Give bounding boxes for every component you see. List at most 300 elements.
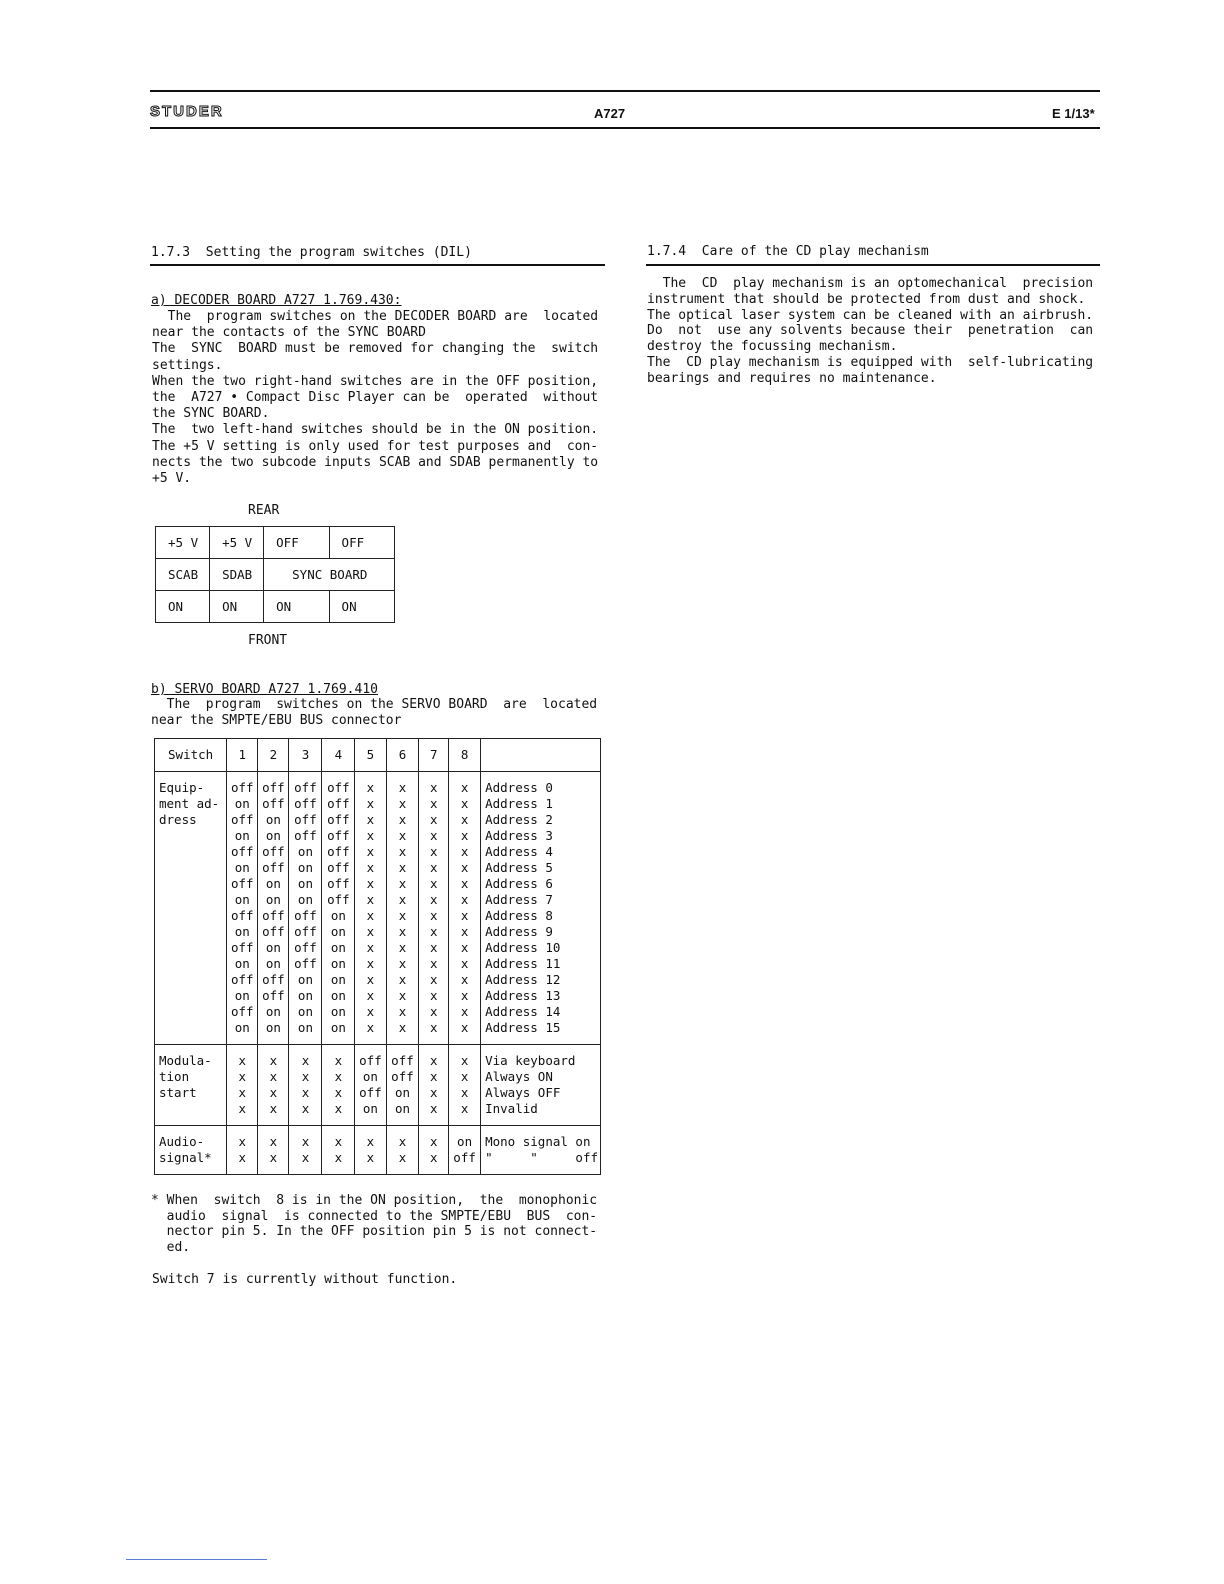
- switch-setting: off: [294, 956, 317, 971]
- switch-setting: x: [460, 940, 469, 955]
- switch-setting: on: [234, 860, 250, 875]
- switch-setting: on: [362, 1069, 378, 1084]
- switch-setting: on: [265, 940, 281, 955]
- switch-setting: x: [398, 956, 407, 971]
- switch-setting: x: [366, 780, 375, 795]
- switch-setting-cell: [355, 772, 386, 1045]
- switch-setting: on: [330, 908, 346, 923]
- switch-setting-cell: [258, 1045, 289, 1126]
- dec-cell: +5 V: [156, 527, 210, 559]
- text-line: near the contacts of the SYNC BOARD: [152, 325, 426, 341]
- switch-setting: x: [460, 876, 469, 891]
- section-rule-right: [646, 264, 1100, 266]
- text-line: the SYNC BOARD.: [152, 406, 270, 422]
- footnote: [151, 1193, 597, 1256]
- switch-setting: x: [238, 1069, 247, 1084]
- group-label-line: dress: [159, 812, 197, 827]
- switch-setting: x: [398, 988, 407, 1003]
- switch-setting: x: [460, 844, 469, 859]
- switch-setting: x: [429, 972, 438, 987]
- switch-setting-cell: [322, 1045, 355, 1126]
- result-header: [481, 739, 601, 772]
- switch-setting: off: [230, 940, 254, 955]
- dec-cell: ON: [264, 591, 329, 623]
- result-line: Invalid: [485, 1101, 538, 1116]
- switch-setting: x: [460, 908, 469, 923]
- result-line: Address 10: [485, 940, 561, 955]
- result-line: Always ON: [485, 1069, 553, 1084]
- switch-setting: x: [460, 988, 469, 1003]
- switch-setting: on: [265, 828, 281, 843]
- switch-setting: x: [429, 780, 438, 795]
- decoder-paragraph: [152, 309, 598, 487]
- switch-setting: x: [429, 796, 438, 811]
- switch-setting: x: [366, 796, 375, 811]
- switch-col-header: 7: [419, 739, 449, 772]
- switch-setting: x: [269, 1134, 278, 1149]
- switch-setting: x: [398, 860, 407, 875]
- front-label: FRONT: [248, 633, 288, 648]
- switch-setting: x: [398, 1150, 407, 1165]
- result-line: Address 13: [485, 988, 561, 1003]
- group-label-line: start: [159, 1085, 197, 1100]
- switch-setting: x: [334, 1085, 343, 1100]
- switch-setting-cell: [386, 1126, 419, 1175]
- switch-setting: off: [327, 860, 350, 875]
- switch-setting: x: [460, 780, 469, 795]
- text-line: The CD play mechanism is equipped with self-lubricating: [647, 354, 1094, 370]
- switch-setting: off: [262, 860, 285, 875]
- switch-setting: x: [460, 1069, 469, 1084]
- switch-col-header: 8: [449, 739, 481, 772]
- text-line: destroy the focussing mechanism.: [647, 339, 898, 355]
- switch-setting: x: [398, 940, 407, 955]
- result-line: Address 14: [485, 1004, 561, 1019]
- result-cell: [481, 1126, 601, 1175]
- switch-setting: x: [366, 1004, 375, 1019]
- switch-setting: off: [230, 972, 254, 987]
- switch-setting: x: [366, 940, 375, 955]
- result-line: Address 6: [485, 876, 553, 891]
- switch-setting: x: [238, 1150, 247, 1165]
- switch-setting: off: [327, 892, 350, 907]
- switch-setting: off: [327, 828, 350, 843]
- result-line: Address 5: [485, 860, 553, 875]
- text-line: audio signal is connected to the SMPTE/EBU BUS con-: [151, 1208, 598, 1224]
- switch-setting: x: [301, 1101, 310, 1116]
- section-title-1-7-3: 1.7.3 Setting the program switches (DIL): [151, 245, 472, 260]
- text-line: the A727 • Compact Disc Player can be operated without: [152, 389, 599, 405]
- switch-setting: x: [398, 924, 407, 939]
- switch-setting: x: [429, 1020, 438, 1035]
- switch-setting: x: [366, 924, 375, 939]
- switch-setting: x: [429, 956, 438, 971]
- switch-setting: off: [230, 844, 254, 859]
- rear-label: REAR: [248, 503, 280, 518]
- switch-setting-cell: [386, 1045, 419, 1126]
- switch-setting: x: [429, 1053, 438, 1068]
- switch-setting: x: [301, 1053, 310, 1068]
- switch-setting: x: [301, 1085, 310, 1100]
- switch-setting: off: [230, 908, 254, 923]
- switch-setting: on: [265, 1020, 281, 1035]
- switch-setting: x: [334, 1150, 343, 1165]
- result-cell: [481, 1045, 601, 1126]
- result-line: Always OFF: [485, 1085, 561, 1100]
- switch-setting: x: [269, 1069, 278, 1084]
- switch-setting: on: [297, 972, 313, 987]
- switch-setting: off: [262, 924, 285, 939]
- dec-cell: ON: [210, 591, 264, 623]
- switch-setting: off: [391, 1069, 414, 1084]
- switch-setting: x: [238, 1053, 247, 1068]
- switch-setting: off: [294, 796, 317, 811]
- switch-setting: x: [460, 828, 469, 843]
- group-label-line: tion: [159, 1069, 190, 1084]
- switch-col-header: 1: [227, 739, 258, 772]
- page-number: E 1/13*: [1052, 106, 1095, 121]
- switch-setting: x: [366, 1020, 375, 1035]
- switch-setting: x: [398, 1020, 407, 1035]
- switch-setting: off: [262, 908, 285, 923]
- switch-setting: x: [429, 988, 438, 1003]
- text-line: The SYNC BOARD must be removed for changing the switch: [152, 341, 599, 357]
- text-line: The optical laser system can be cleaned with an airbrush.: [647, 307, 1094, 323]
- switch-setting: x: [366, 844, 375, 859]
- switch-setting: off: [294, 812, 317, 827]
- switch-setting: x: [398, 892, 407, 907]
- dec-cell: +5 V: [210, 527, 264, 559]
- switch-setting: x: [460, 956, 469, 971]
- switch-setting: off: [262, 988, 285, 1003]
- switch-setting: on: [330, 940, 346, 955]
- text-line: The program switches on the DECODER BOARD are located: [152, 309, 599, 324]
- switch-setting: x: [460, 924, 469, 939]
- switch-setting-cell: [227, 772, 258, 1045]
- switch-setting: on: [234, 988, 250, 1003]
- switch-setting: x: [301, 1150, 310, 1165]
- servo-board-title: b) SERVO BOARD A727 1.769.410: [151, 682, 378, 697]
- group-label-line: Audio-: [159, 1134, 205, 1149]
- text-line: The +5 V setting is only used for test purposes and con-: [152, 438, 599, 454]
- group-label-line: ment ad-: [159, 796, 220, 811]
- switch-col-header: 2: [258, 739, 289, 772]
- switch-setting: off: [359, 1085, 382, 1100]
- result-line: Address 15: [485, 1020, 561, 1035]
- switch-setting: on: [394, 1085, 410, 1100]
- switch-setting: x: [398, 972, 407, 987]
- switch-setting: off: [262, 844, 285, 859]
- switch-setting: x: [398, 796, 407, 811]
- switch-setting-cell: [289, 1126, 322, 1175]
- switch-setting: off: [327, 844, 350, 859]
- switch-setting: off: [294, 908, 317, 923]
- result-line: Address 12: [485, 972, 561, 987]
- text-line: When the two right-hand switches are in the OFF position,: [152, 373, 599, 389]
- switch-setting: x: [334, 1134, 343, 1149]
- switch7-note: Switch 7 is currently without function.: [152, 1272, 458, 1287]
- switch-setting-cell: [258, 1126, 289, 1175]
- switch-setting: on: [297, 860, 313, 875]
- text-line: The program switches on the SERVO BOARD are located: [151, 697, 598, 712]
- switch-setting: x: [301, 1134, 310, 1149]
- section-title-1-7-4: 1.7.4 Care of the CD play mechanism: [647, 244, 929, 259]
- switch-setting: on: [394, 1101, 410, 1116]
- footer-link-rule: [126, 1559, 267, 1560]
- dec-cell: SDAB: [210, 559, 264, 591]
- switch-setting: off: [230, 780, 254, 795]
- dec-cell-sync-board: SYNC BOARD: [264, 559, 395, 591]
- switch-setting: off: [327, 796, 350, 811]
- switch-setting: x: [460, 1085, 469, 1100]
- decoder-board-title: a) DECODER BOARD A727 1.769.430:: [151, 293, 402, 308]
- switch-setting: x: [398, 908, 407, 923]
- result-line: Address 2: [485, 812, 553, 827]
- switch-setting: x: [398, 844, 407, 859]
- switch-setting-cell: [322, 1126, 355, 1175]
- switch-setting: x: [334, 1069, 343, 1084]
- switch-setting: x: [334, 1053, 343, 1068]
- switch-setting: off: [327, 780, 350, 795]
- result-line: " " off: [485, 1150, 598, 1165]
- switch-setting: x: [429, 844, 438, 859]
- switch-setting: on: [234, 828, 250, 843]
- switch-setting: x: [429, 1134, 438, 1149]
- switch-setting: on: [362, 1101, 378, 1116]
- switch-setting: x: [334, 1101, 343, 1116]
- switch-setting-cell: [289, 1045, 322, 1126]
- switch-setting: x: [398, 828, 407, 843]
- switch-setting: x: [366, 860, 375, 875]
- switch-setting: off: [294, 940, 317, 955]
- switch-setting: x: [429, 940, 438, 955]
- switch-setting: off: [294, 828, 317, 843]
- switch-setting: off: [327, 812, 350, 827]
- text-line: Do not use any solvents because their penetration can: [647, 323, 1094, 339]
- result-cell: [481, 772, 601, 1045]
- group-label: [155, 1045, 227, 1126]
- switch-setting: x: [460, 892, 469, 907]
- switch-setting: x: [460, 796, 469, 811]
- switch-setting: x: [366, 876, 375, 891]
- switch-setting: off: [230, 1004, 254, 1019]
- switch-setting: x: [366, 956, 375, 971]
- result-line: Address 0: [485, 780, 553, 795]
- switch-setting: on: [330, 972, 346, 987]
- text-line: +5 V.: [152, 470, 192, 486]
- text-line: near the SMPTE/EBU BUS connector: [151, 713, 402, 728]
- switch-setting: x: [398, 1004, 407, 1019]
- group-label: [155, 772, 227, 1045]
- switch-setting: off: [230, 812, 254, 827]
- result-line: Address 8: [485, 908, 553, 923]
- switch-setting: x: [429, 892, 438, 907]
- switch-setting: x: [398, 876, 407, 891]
- switch-setting: x: [429, 860, 438, 875]
- switch-setting: off: [262, 972, 285, 987]
- switch-setting: x: [460, 972, 469, 987]
- dec-cell: SCAB: [156, 559, 210, 591]
- switch-setting: off: [294, 780, 317, 795]
- switch-setting-cell: [227, 1126, 258, 1175]
- switch-setting: off: [359, 1053, 382, 1068]
- group-label: [155, 1126, 227, 1175]
- switch-setting: on: [265, 956, 281, 971]
- result-line: Address 7: [485, 892, 553, 907]
- switch-setting: x: [301, 1069, 310, 1084]
- dec-cell: ON: [156, 591, 210, 623]
- switch-setting: off: [391, 1053, 414, 1068]
- switch-setting: on: [265, 812, 281, 827]
- text-line: bearings and requires no maintenance.: [647, 370, 937, 386]
- switch-setting-cell: [449, 772, 481, 1045]
- switch-setting-cell: [258, 772, 289, 1045]
- switch-setting: x: [366, 908, 375, 923]
- switch-setting: x: [429, 1004, 438, 1019]
- servo-paragraph: [151, 697, 597, 729]
- switch-setting: x: [460, 860, 469, 875]
- switch-setting: x: [429, 924, 438, 939]
- switch-setting: on: [330, 956, 346, 971]
- switch-setting-cell: [386, 772, 419, 1045]
- switch-setting: on: [234, 924, 250, 939]
- switch-setting: x: [366, 892, 375, 907]
- switch-setting: on: [234, 796, 250, 811]
- switch-setting: x: [269, 1053, 278, 1068]
- switch-setting: x: [429, 1101, 438, 1116]
- switch-col-header: 6: [386, 739, 419, 772]
- text-line: ed.: [151, 1240, 191, 1256]
- switch-setting: off: [262, 796, 285, 811]
- switch-setting: x: [460, 1020, 469, 1035]
- result-line: Address 1: [485, 796, 553, 811]
- result-line: Address 11: [485, 956, 561, 971]
- switch-setting: x: [238, 1085, 247, 1100]
- switch-setting: x: [398, 1134, 407, 1149]
- switch-setting: on: [265, 1004, 281, 1019]
- switch-setting: x: [366, 812, 375, 827]
- switch-setting: x: [460, 1053, 469, 1068]
- text-line: settings.: [152, 357, 223, 373]
- switch-setting: x: [269, 1101, 278, 1116]
- switch-setting-cell: [419, 1045, 449, 1126]
- group-label-line: Equip-: [159, 780, 205, 795]
- dec-cell: ON: [329, 591, 394, 623]
- switch-setting: off: [294, 924, 317, 939]
- switch-setting-cell: [355, 1045, 386, 1126]
- switch-setting: on: [297, 892, 313, 907]
- decoder-switch-table: [155, 526, 395, 623]
- switch-setting: x: [269, 1150, 278, 1165]
- servo-switch-table: [154, 738, 601, 1175]
- switch-setting: x: [429, 1150, 438, 1165]
- switch-setting-cell: [227, 1045, 258, 1126]
- switch-setting: x: [429, 828, 438, 843]
- switch-col-header: 4: [322, 739, 355, 772]
- switch-setting: off: [230, 876, 254, 891]
- switch-setting: on: [234, 956, 250, 971]
- result-line: Mono signal on: [485, 1134, 591, 1149]
- switch-setting: on: [330, 1020, 346, 1035]
- switch-setting: x: [269, 1085, 278, 1100]
- switch-setting-cell: [322, 772, 355, 1045]
- result-line: Address 3: [485, 828, 553, 843]
- switch-setting-cell: [419, 1126, 449, 1175]
- result-line: Address 4: [485, 844, 553, 859]
- switch-setting: on: [330, 1004, 346, 1019]
- switch-setting: x: [366, 828, 375, 843]
- switch-setting: off: [262, 780, 285, 795]
- section-rule-left: [150, 264, 605, 266]
- switch-setting: x: [429, 908, 438, 923]
- text-line: instrument that should be protected from dust and shock.: [647, 291, 1086, 307]
- text-line: The CD play mechanism is an optomechanical precision: [647, 276, 1094, 291]
- text-line: nects the two subcode inputs SCAB and SDAB permanently to: [152, 454, 599, 470]
- switch-setting: off: [453, 1150, 476, 1165]
- model-label: A727: [594, 106, 626, 121]
- text-line: nector pin 5. In the OFF position pin 5 is not connect-: [151, 1224, 598, 1240]
- switch-setting: on: [297, 988, 313, 1003]
- switch-setting: x: [429, 876, 438, 891]
- switch-setting: x: [238, 1101, 247, 1116]
- switch-col-header: 3: [289, 739, 322, 772]
- switch-setting: on: [234, 1020, 250, 1035]
- group-label-line: signal*: [159, 1150, 212, 1165]
- switch-setting: on: [297, 1004, 313, 1019]
- switch-setting: x: [366, 972, 375, 987]
- switch-setting: x: [460, 812, 469, 827]
- switch-setting: on: [234, 892, 250, 907]
- switch-setting: x: [398, 812, 407, 827]
- result-line: Via keyboard: [485, 1053, 576, 1068]
- switch-setting: on: [330, 988, 346, 1003]
- switch-setting: x: [238, 1134, 247, 1149]
- header-bottom-rule: [150, 127, 1100, 129]
- text-line: * When switch 8 is in the ON position, the monophonic: [151, 1193, 598, 1208]
- care-paragraph: [647, 276, 1093, 387]
- switch-setting: x: [366, 988, 375, 1003]
- switch-setting: x: [366, 1134, 375, 1149]
- switch-col-header: 5: [355, 739, 386, 772]
- switch-setting: on: [265, 892, 281, 907]
- dec-cell: OFF: [329, 527, 394, 559]
- text-line: The two left-hand switches should be in the ON position.: [152, 422, 599, 438]
- switch-setting: on: [457, 1134, 473, 1149]
- switch-setting: x: [460, 1101, 469, 1116]
- result-line: Address 9: [485, 924, 553, 939]
- switch-setting-cell: [355, 1126, 386, 1175]
- switch-header: Switch: [155, 739, 227, 772]
- switch-setting: on: [297, 844, 313, 859]
- switch-setting: x: [366, 1150, 375, 1165]
- switch-setting: x: [429, 1069, 438, 1084]
- switch-setting: x: [460, 1004, 469, 1019]
- studer-logo: STUDER: [150, 103, 224, 120]
- switch-setting-cell: [289, 772, 322, 1045]
- switch-setting: x: [398, 780, 407, 795]
- switch-setting: on: [330, 924, 346, 939]
- switch-setting-cell: [449, 1045, 481, 1126]
- switch-setting: x: [429, 812, 438, 827]
- group-label-line: Modula-: [159, 1053, 212, 1068]
- switch-setting: x: [429, 1085, 438, 1100]
- switch-setting: on: [297, 876, 313, 891]
- switch-setting-cell: [419, 772, 449, 1045]
- header-top-rule: [150, 90, 1100, 92]
- switch-setting-cell: [449, 1126, 481, 1175]
- switch-setting: off: [327, 876, 350, 891]
- switch-setting: on: [265, 876, 281, 891]
